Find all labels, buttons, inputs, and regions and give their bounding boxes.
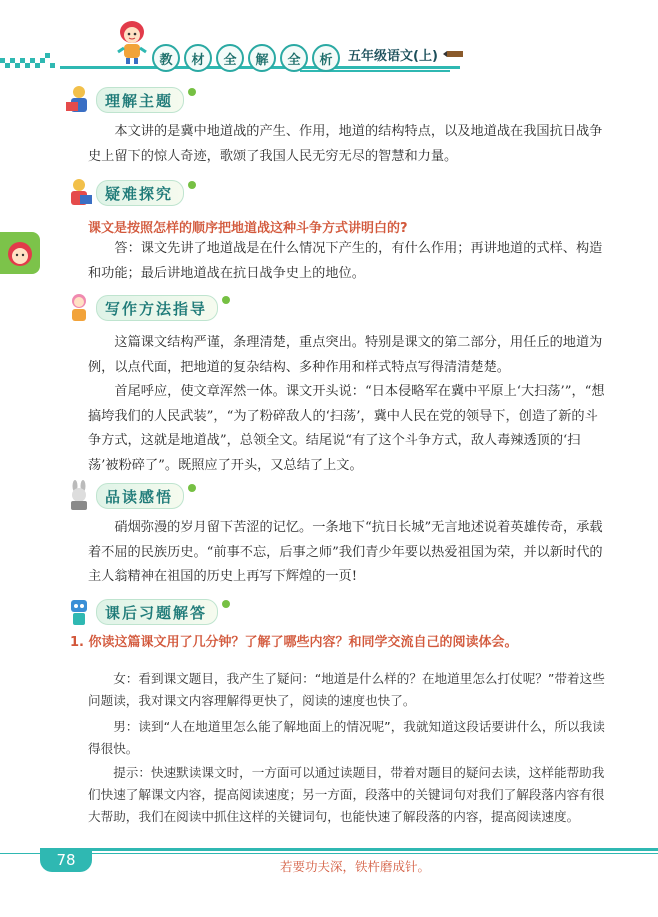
answer-girl: 女：看到课文题目，我产生了疑问：“地道是什么样的？在地道里怎么打仗呢？”带着这些问题读，我对课文内容理解得更快了，阅读的速度也快了。: [88, 670, 605, 708]
student-reading-icon: [64, 84, 94, 116]
student-thinking-icon: [64, 177, 94, 209]
answer-hint: 提示：快速默读课文时，一方面可以通过读题目，带着对题目的疑问去读，这样能帮助我们快速了解课文内容，提高阅读速度；另一方面，段落中的关键词句对我们了解段落内容有很大帮助，我们在阅读中抓住这样的关键词句，也能快速了解段落的内容，提高阅读速度。: [88, 764, 605, 824]
pencil-icon: [443, 50, 465, 58]
section-title: 疑难探究: [96, 180, 184, 206]
brand-char: 材: [184, 44, 212, 72]
answer-paragraph: 答：课文先讲了地道战是在什么情况下产生的，有什么作用；再讲地道的式样、构造和功能；最后讲地道战在抗日战争史上的地位。: [88, 241, 603, 281]
bullet-dot: [188, 484, 196, 492]
brand-char: 全: [216, 44, 244, 72]
mascot-face-icon: [0, 232, 40, 274]
section-heading-question: [64, 177, 196, 209]
bullet-dot: [188, 88, 196, 96]
grade-label: 五年级语文(上): [348, 49, 438, 64]
section-title: 品读感悟: [96, 483, 184, 509]
question-text: 课文是按照怎样的顺序把地道战这种斗争方式讲明白的?: [88, 221, 408, 236]
section-heading-reading: [64, 480, 196, 512]
bullet-dot: [222, 600, 230, 608]
theme-paragraph: 本文讲的是冀中地道战的产生、作用，地道的结构特点，以及地道战在我国抗日战争史上留下的惊人奇迹，歌颂了我国人民无穷无尽的智慧和力量。: [88, 124, 603, 164]
page-number: 78: [40, 848, 92, 872]
section-title: 写作方法指导: [96, 295, 218, 321]
brand-char: 解: [248, 44, 276, 72]
bullet-dot: [188, 181, 196, 189]
rabbit-reading-icon: [64, 480, 94, 512]
mascot-icon: [110, 18, 154, 66]
section-title: 课后习题解答: [96, 599, 218, 625]
section-heading-theme: [64, 84, 196, 116]
girl-writing-icon: [64, 292, 94, 324]
writing-paragraph-2: 首尾呼应，使文章浑然一体。课文开头说：“日本侵略军在冀中平原上‘大扫荡’”，“想搞垮我们的人民武装”，“为了粉碎敌人的‘扫荡’，冀中人民在党的领导下，创造了新的斗争方式，这就是地道战”，总领全文。结尾说“有了这个斗争方式，敌人毒辣透顶的‘扫荡’被粉碎了”。既照应了开头，又总结了上文。: [88, 384, 605, 473]
side-tab: [0, 232, 40, 274]
reading-paragraph: 硝烟弥漫的岁月留下苦涩的记忆。一条地下“抗日长城”无言地述说着英雄传奇，承载着不屈的民族历史。“前事不忘，后事之师”我们青少年要以热爱祖国为荣，并以新时代的主人翁精神在祖国的历史上再写下辉煌的一页!: [88, 520, 603, 584]
bullet-dot: [222, 296, 230, 304]
brand-title: [152, 44, 340, 72]
brand-char: 全: [280, 44, 308, 72]
answer-boy: 男：读到“人在地道里怎么能了解地面上的情况呢”，我就知道这段话要讲什么，所以我读得很快。: [88, 718, 605, 756]
writing-paragraph-1: 这篇课文结构严谨，条理清楚，重点突出。特别是课文的第二部分，用任丘的地道为例，以点代面，把地道的复杂结构、多种作用和样式特点写得清清楚楚。: [88, 335, 603, 375]
footer-rule: [62, 848, 658, 851]
footer-motto: 若要功夫深，铁杵磨成针。: [280, 859, 431, 874]
section-heading-exercise: [64, 596, 230, 628]
brand-char: 教: [152, 44, 180, 72]
section-title: 理解主题: [96, 87, 184, 113]
robot-icon: [64, 596, 94, 628]
brand-char: 析: [312, 44, 340, 72]
section-heading-writing: [64, 292, 230, 324]
footer-rule-thin: [0, 853, 658, 854]
exercise-question: 1. 你读这篇课文用了几分钟？了解了哪些内容？和同学交流自己的阅读体会。: [70, 635, 518, 650]
